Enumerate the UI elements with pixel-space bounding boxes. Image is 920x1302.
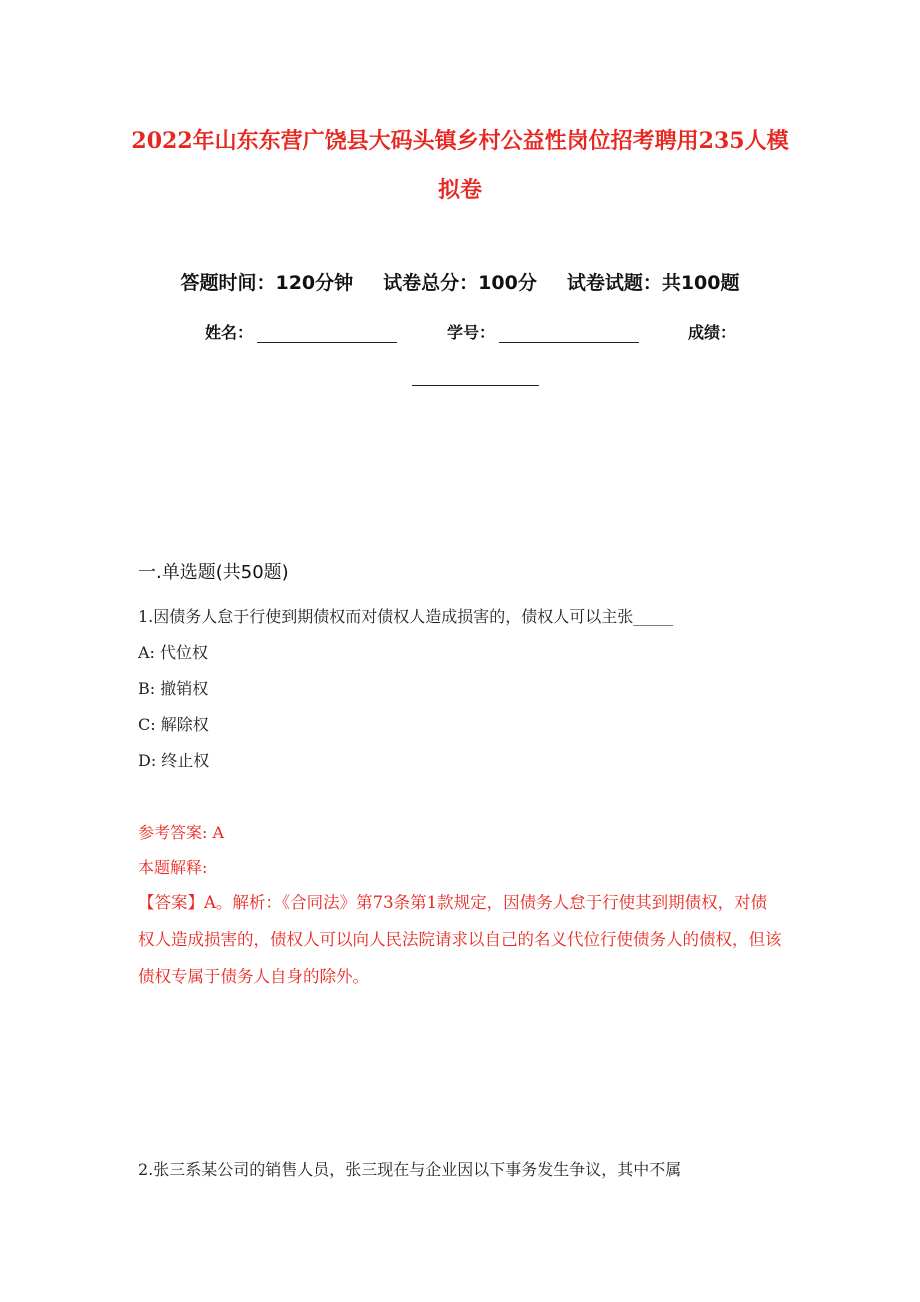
section-heading: 一.单选题(共50题) xyxy=(138,562,289,583)
student-id-label: 学号： xyxy=(447,323,496,342)
exam-title-line1: 2022年山东东营广饶县大码头镇乡村公益性岗位招考聘用235人模 xyxy=(131,128,789,154)
option-c: C: 解除权 xyxy=(138,715,209,734)
exam-meta xyxy=(0,268,920,295)
name-field xyxy=(205,320,397,343)
question-stem-2: 2.张三系某公司的销售人员，张三现在与企业因以下事务发生争议，其中不属 xyxy=(138,1160,682,1179)
grade-blank[interactable] xyxy=(412,385,539,386)
student-id-blank[interactable] xyxy=(499,326,639,343)
name-blank[interactable] xyxy=(257,326,397,343)
option-a: A: 代位权 xyxy=(138,643,209,662)
question-stem: 1.因债务人怠于行使到期债权而对债权人造成损害的，债权人可以主张_____ xyxy=(138,607,674,626)
student-id-field xyxy=(447,320,639,343)
name-label: 姓名： xyxy=(205,323,254,342)
exam-time: 答题时间：120分钟 xyxy=(180,272,354,294)
option-b: B: 撤销权 xyxy=(138,679,209,698)
explanation-label: 本题解释: xyxy=(138,858,208,877)
grade-label: 成绩： xyxy=(688,323,737,342)
exam-title-line2: 拟卷 xyxy=(437,177,482,203)
exam-total-score: 试卷总分：100分 xyxy=(383,272,537,294)
option-d: D: 终止权 xyxy=(138,751,210,770)
reference-answer: 参考答案: A xyxy=(138,823,225,842)
explanation-text: 【答案】A。解析：《合同法》第73条第1款规定，因债务人怠于行使其到期债权，对债权人造成损害的，债权人可以向人民法院请求以自己的名义代位行使债务人的债权，但该债权专属于债务人自身的除外。 xyxy=(138,893,782,986)
exam-question-count: 试卷试题：共100题 xyxy=(566,272,740,294)
grade-field xyxy=(688,320,736,343)
